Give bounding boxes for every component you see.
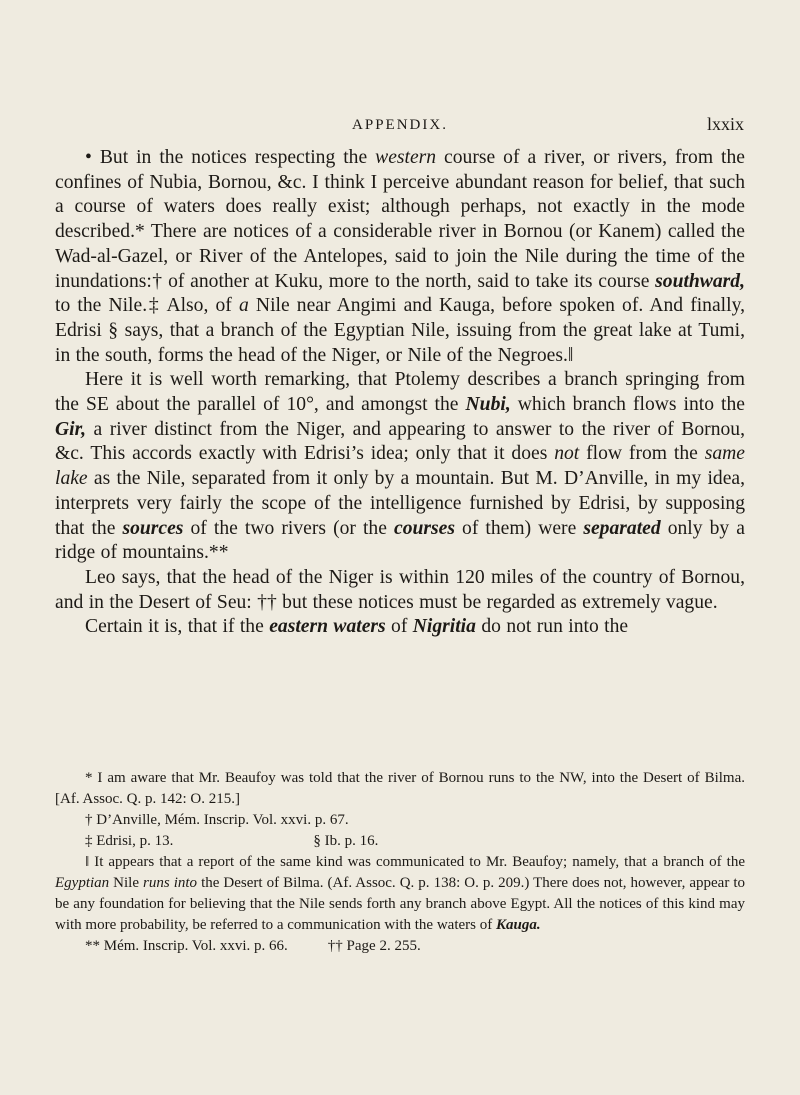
paragraph-1: • But in the notices respecting the western course of a river, or rivers, from the confines of Nubia, Bornou, &c. I think I perceive abundant reason for belief, that such a course of waters does really exist; although perhaps, not exactly in the mode described.* There are notices of a considerable river in Bornou (or Kanem) called the Wad-al-Gazel, or River of the Antelopes, said to join the Nile during the time of the inundations:† of another at Kuku, more to the north, said to take its course southward, to the Nile.‡ Also, of a Nile near Angimi and Kauga, before spoken of. And finally, Edrisi § says, that a branch of the Egyptian Nile, issuing from the great lake at Tumi, in the south, forms the head of the Niger, or Nile of the Negroes.‖	[55, 147, 745, 366]
page-number: lxxix	[707, 114, 745, 134]
running-head: APPENDIX.	[352, 117, 448, 133]
paragraph-3: Leo says, that the head of the Niger is within 120 miles of the country of Bornou, and in the Desert of Seu: †† but these notices must be regarded as extremely vague.	[55, 566, 745, 613]
footnote-4: ‖ It appears that a report of the same kind was communicated to Mr. Beaufoy; namely, that a branch of the Egyptian Nile runs into the Desert of Bilma. (Af. Assoc. Q. p. 138: O. p. 209.) There does not, however, appear to be any foundation for believing that the Nile sends forth any branch above Egypt. All the notices of this kind may with more probability, be referred to a communication with the waters of Kauga.	[55, 854, 745, 933]
footnote-3: ‡ Edrisi, p. 13. § Ib. p. 16.	[85, 833, 379, 849]
footnote-2: † D’Anville, Mém. Inscrip. Vol. xxvi. p. 67.	[85, 812, 349, 828]
footnote-1: * I am aware that Mr. Beaufoy was told that the river of Bornou runs to the NW, into the Desert of Bilma. [Af. Assoc. Q. p. 142: O. 215.]	[55, 770, 745, 807]
page-header	[0, 114, 800, 139]
paragraph-4: Certain it is, that if the eastern waters of Nigritia do not run into the	[85, 616, 629, 638]
footnotes	[55, 768, 745, 957]
paragraph-2: Here it is well worth remarking, that Ptolemy describes a branch springing from the SE about the parallel of 10°, and amongst the Nubi, which branch flows into the Gir, a river distinct from the Niger, and appearing to answer to the river of Bornou, &c. This accords exactly with Edrisi’s idea; only that it does not flow from the same lake as the Nile, separated from it only by a mountain. But M. D’Anville, in my idea, interprets very fairly the scope of the intelligence furnished by Edrisi, by supposing that the sources of the two rivers (or the courses of them) were separated only by a ridge of mountains.**	[55, 369, 745, 564]
footnote-5: ** Mém. Inscrip. Vol. xxvi. p. 66. †† Page 2. 255.	[85, 938, 421, 954]
main-text	[55, 146, 745, 640]
